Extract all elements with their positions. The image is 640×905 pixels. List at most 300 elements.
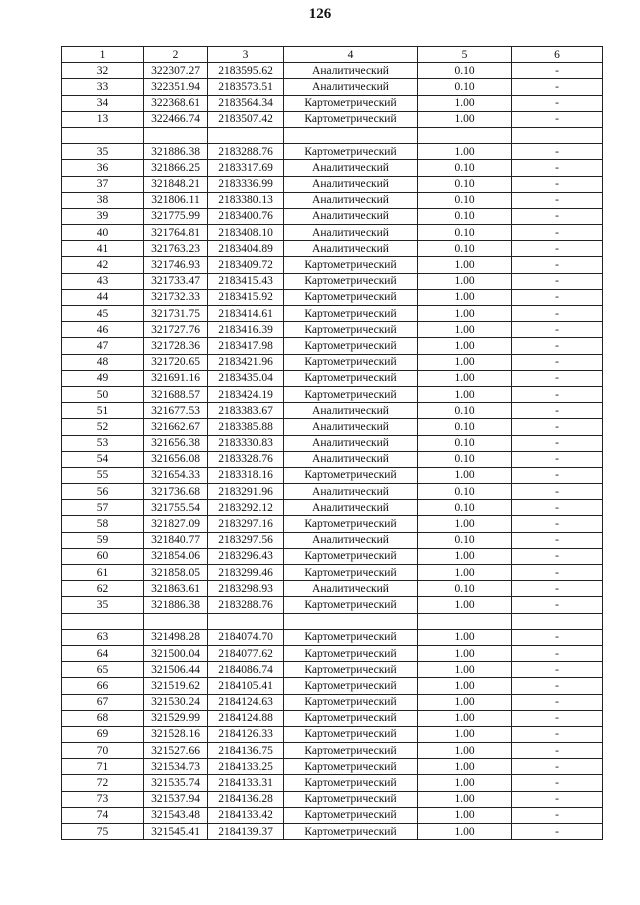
x-coordinate-cell: 321535.74	[144, 775, 208, 791]
point-number-cell: 41	[62, 241, 144, 257]
note-cell: -	[512, 824, 603, 840]
table-row	[62, 791, 603, 807]
accuracy-cell: 1.00	[418, 678, 512, 694]
note-cell: -	[512, 694, 603, 710]
table-row	[62, 613, 603, 629]
x-coordinate-cell: 321728.36	[144, 338, 208, 354]
note-cell: -	[512, 322, 603, 338]
table-row	[62, 516, 603, 532]
accuracy-cell: 1.00	[418, 306, 512, 322]
x-coordinate-cell: 321827.09	[144, 516, 208, 532]
method-cell: Картометрический	[284, 467, 418, 483]
note-cell: -	[512, 435, 603, 451]
method-cell: Аналитический	[284, 451, 418, 467]
method-cell: Картометрический	[284, 791, 418, 807]
method-cell: Картометрический	[284, 273, 418, 289]
method-cell: Картометрический	[284, 354, 418, 370]
header-cell: 4	[284, 47, 418, 63]
method-cell: Аналитический	[284, 192, 418, 208]
table-row	[62, 451, 603, 467]
table-row	[62, 144, 603, 160]
point-number-cell: 51	[62, 403, 144, 419]
table-row	[62, 225, 603, 241]
x-coordinate-cell: 321527.66	[144, 743, 208, 759]
method-cell: Картометрический	[284, 597, 418, 613]
x-coordinate-cell: 321534.73	[144, 759, 208, 775]
method-cell: Картометрический	[284, 95, 418, 111]
note-cell: -	[512, 289, 603, 305]
table-row	[62, 403, 603, 419]
point-number-cell: 75	[62, 824, 144, 840]
table-row	[62, 306, 603, 322]
table-row	[62, 581, 603, 597]
x-coordinate-cell: 321732.33	[144, 289, 208, 305]
y-coordinate-cell: 2184136.75	[208, 743, 284, 759]
point-number-cell: 42	[62, 257, 144, 273]
accuracy-cell: 1.00	[418, 257, 512, 273]
note-cell	[512, 127, 603, 143]
method-cell: Картометрический	[284, 548, 418, 564]
y-coordinate-cell: 2183297.16	[208, 516, 284, 532]
method-cell: Картометрический	[284, 565, 418, 581]
y-coordinate-cell: 2183288.76	[208, 597, 284, 613]
note-cell: -	[512, 386, 603, 402]
point-number-cell	[62, 127, 144, 143]
method-cell: Картометрический	[284, 257, 418, 273]
table-row	[62, 176, 603, 192]
y-coordinate-cell: 2184133.31	[208, 775, 284, 791]
method-cell: Картометрический	[284, 306, 418, 322]
method-cell: Аналитический	[284, 435, 418, 451]
accuracy-cell: 1.00	[418, 824, 512, 840]
y-coordinate-cell: 2183416.39	[208, 322, 284, 338]
x-coordinate-cell: 321519.62	[144, 678, 208, 694]
x-coordinate-cell: 321662.67	[144, 419, 208, 435]
method-cell: Картометрический	[284, 759, 418, 775]
method-cell: Аналитический	[284, 403, 418, 419]
point-number-cell: 74	[62, 807, 144, 823]
table-row	[62, 95, 603, 111]
accuracy-cell: 1.00	[418, 629, 512, 645]
y-coordinate-cell: 2183408.10	[208, 225, 284, 241]
y-coordinate-cell: 2183415.43	[208, 273, 284, 289]
method-cell: Картометрический	[284, 743, 418, 759]
point-number-cell: 50	[62, 386, 144, 402]
accuracy-cell: 0.10	[418, 79, 512, 95]
x-coordinate-cell: 322351.94	[144, 79, 208, 95]
accuracy-cell: 0.10	[418, 160, 512, 176]
y-coordinate-cell: 2183292.12	[208, 500, 284, 516]
accuracy-cell: 1.00	[418, 322, 512, 338]
table-row	[62, 289, 603, 305]
x-coordinate-cell	[144, 127, 208, 143]
header-cell: 6	[512, 47, 603, 63]
method-cell: Картометрический	[284, 322, 418, 338]
point-number-cell: 52	[62, 419, 144, 435]
x-coordinate-cell: 321755.54	[144, 500, 208, 516]
table-row	[62, 273, 603, 289]
y-coordinate-cell	[208, 127, 284, 143]
accuracy-cell: 0.10	[418, 500, 512, 516]
x-coordinate-cell: 321688.57	[144, 386, 208, 402]
accuracy-cell: 0.10	[418, 225, 512, 241]
x-coordinate-cell: 321498.28	[144, 629, 208, 645]
y-coordinate-cell: 2184086.74	[208, 662, 284, 678]
point-number-cell: 46	[62, 322, 144, 338]
x-coordinate-cell: 321763.23	[144, 241, 208, 257]
note-cell: -	[512, 775, 603, 791]
method-cell: Картометрический	[284, 516, 418, 532]
accuracy-cell: 0.10	[418, 532, 512, 548]
method-cell: Аналитический	[284, 176, 418, 192]
table-row	[62, 467, 603, 483]
accuracy-cell: 0.10	[418, 484, 512, 500]
point-number-cell: 64	[62, 645, 144, 661]
accuracy-cell: 1.00	[418, 354, 512, 370]
point-number-cell: 65	[62, 662, 144, 678]
y-coordinate-cell: 2183385.88	[208, 419, 284, 435]
point-number-cell: 55	[62, 467, 144, 483]
y-coordinate-cell: 2183296.43	[208, 548, 284, 564]
point-number-cell: 35	[62, 144, 144, 160]
note-cell	[512, 613, 603, 629]
method-cell: Картометрический	[284, 338, 418, 354]
y-coordinate-cell: 2183298.93	[208, 581, 284, 597]
note-cell: -	[512, 807, 603, 823]
accuracy-cell: 1.00	[418, 775, 512, 791]
method-cell: Картометрический	[284, 111, 418, 127]
y-coordinate-cell: 2183507.42	[208, 111, 284, 127]
note-cell: -	[512, 370, 603, 386]
note-cell: -	[512, 176, 603, 192]
x-coordinate-cell: 321733.47	[144, 273, 208, 289]
note-cell: -	[512, 273, 603, 289]
y-coordinate-cell: 2183421.96	[208, 354, 284, 370]
note-cell: -	[512, 95, 603, 111]
method-cell: Картометрический	[284, 710, 418, 726]
x-coordinate-cell: 321848.21	[144, 176, 208, 192]
table-row	[62, 370, 603, 386]
accuracy-cell: 1.00	[418, 548, 512, 564]
x-coordinate-cell: 321543.48	[144, 807, 208, 823]
x-coordinate-cell: 321677.53	[144, 403, 208, 419]
note-cell: -	[512, 645, 603, 661]
accuracy-cell: 1.00	[418, 807, 512, 823]
table-row	[62, 192, 603, 208]
page-number: 126	[308, 6, 332, 22]
point-number-cell: 40	[62, 225, 144, 241]
method-cell: Аналитический	[284, 79, 418, 95]
accuracy-cell: 1.00	[418, 662, 512, 678]
note-cell: -	[512, 451, 603, 467]
note-cell: -	[512, 241, 603, 257]
y-coordinate-cell: 2183291.96	[208, 484, 284, 500]
accuracy-cell: 0.10	[418, 451, 512, 467]
method-cell: Картометрический	[284, 629, 418, 645]
note-cell: -	[512, 759, 603, 775]
x-coordinate-cell: 321506.44	[144, 662, 208, 678]
method-cell: Аналитический	[284, 160, 418, 176]
accuracy-cell: 1.00	[418, 791, 512, 807]
note-cell: -	[512, 743, 603, 759]
point-number-cell: 13	[62, 111, 144, 127]
method-cell: Картометрический	[284, 370, 418, 386]
accuracy-cell: 1.00	[418, 95, 512, 111]
accuracy-cell: 1.00	[418, 710, 512, 726]
table-row	[62, 500, 603, 516]
table-row	[62, 565, 603, 581]
method-cell: Картометрический	[284, 645, 418, 661]
point-number-cell: 39	[62, 208, 144, 224]
y-coordinate-cell: 2183564.34	[208, 95, 284, 111]
table-row	[62, 484, 603, 500]
y-coordinate-cell: 2184139.37	[208, 824, 284, 840]
header-cell: 1	[62, 47, 144, 63]
method-cell: Картометрический	[284, 662, 418, 678]
x-coordinate-cell: 321775.99	[144, 208, 208, 224]
accuracy-cell	[418, 127, 512, 143]
accuracy-cell: 0.10	[418, 63, 512, 79]
point-number-cell: 71	[62, 759, 144, 775]
table-row	[62, 597, 603, 613]
point-number-cell: 60	[62, 548, 144, 564]
x-coordinate-cell: 321528.16	[144, 726, 208, 742]
method-cell: Аналитический	[284, 241, 418, 257]
x-coordinate-cell: 322368.61	[144, 95, 208, 111]
accuracy-cell	[418, 613, 512, 629]
note-cell: -	[512, 662, 603, 678]
point-number-cell: 33	[62, 79, 144, 95]
header-cell: 5	[418, 47, 512, 63]
y-coordinate-cell: 2183328.76	[208, 451, 284, 467]
x-coordinate-cell: 321858.05	[144, 565, 208, 581]
accuracy-cell: 0.10	[418, 241, 512, 257]
y-coordinate-cell: 2183595.62	[208, 63, 284, 79]
x-coordinate-cell: 321720.65	[144, 354, 208, 370]
x-coordinate-cell: 321727.76	[144, 322, 208, 338]
x-coordinate-cell: 321854.06	[144, 548, 208, 564]
note-cell: -	[512, 354, 603, 370]
table-row	[62, 710, 603, 726]
point-number-cell: 38	[62, 192, 144, 208]
point-number-cell: 73	[62, 791, 144, 807]
accuracy-cell: 1.00	[418, 467, 512, 483]
accuracy-cell: 1.00	[418, 565, 512, 581]
point-number-cell: 58	[62, 516, 144, 532]
table-row	[62, 726, 603, 742]
point-number-cell	[62, 613, 144, 629]
y-coordinate-cell: 2183409.72	[208, 257, 284, 273]
note-cell: -	[512, 208, 603, 224]
table-row	[62, 208, 603, 224]
note-cell: -	[512, 192, 603, 208]
accuracy-cell: 0.10	[418, 192, 512, 208]
note-cell: -	[512, 726, 603, 742]
x-coordinate-cell: 321866.25	[144, 160, 208, 176]
table-row	[62, 386, 603, 402]
method-cell: Аналитический	[284, 63, 418, 79]
accuracy-cell: 0.10	[418, 435, 512, 451]
accuracy-cell: 1.00	[418, 386, 512, 402]
x-coordinate-cell: 321500.04	[144, 645, 208, 661]
y-coordinate-cell: 2183288.76	[208, 144, 284, 160]
x-coordinate-cell: 321746.93	[144, 257, 208, 273]
note-cell: -	[512, 532, 603, 548]
method-cell: Аналитический	[284, 581, 418, 597]
point-number-cell: 34	[62, 95, 144, 111]
y-coordinate-cell: 2183299.46	[208, 565, 284, 581]
method-cell: Картометрический	[284, 678, 418, 694]
x-coordinate-cell: 321840.77	[144, 532, 208, 548]
table-row	[62, 694, 603, 710]
note-cell: -	[512, 225, 603, 241]
table-row	[62, 419, 603, 435]
table-row	[62, 743, 603, 759]
y-coordinate-cell	[208, 613, 284, 629]
table-row	[62, 160, 603, 176]
table-row	[62, 548, 603, 564]
point-number-cell: 48	[62, 354, 144, 370]
note-cell: -	[512, 629, 603, 645]
table-row	[62, 645, 603, 661]
y-coordinate-cell: 2183435.04	[208, 370, 284, 386]
point-number-cell: 72	[62, 775, 144, 791]
table-row	[62, 435, 603, 451]
table-row	[62, 63, 603, 79]
y-coordinate-cell: 2183424.19	[208, 386, 284, 402]
table-row	[62, 678, 603, 694]
point-number-cell: 32	[62, 63, 144, 79]
note-cell: -	[512, 581, 603, 597]
y-coordinate-cell: 2183573.51	[208, 79, 284, 95]
table-row	[62, 338, 603, 354]
point-number-cell: 35	[62, 597, 144, 613]
table-row	[62, 79, 603, 95]
accuracy-cell: 0.10	[418, 208, 512, 224]
x-coordinate-cell: 321764.81	[144, 225, 208, 241]
accuracy-cell: 0.10	[418, 176, 512, 192]
note-cell: -	[512, 160, 603, 176]
point-number-cell: 63	[62, 629, 144, 645]
coordinates-table	[61, 46, 603, 840]
x-coordinate-cell: 321736.68	[144, 484, 208, 500]
accuracy-cell: 1.00	[418, 111, 512, 127]
table-row	[62, 662, 603, 678]
y-coordinate-cell: 2184133.25	[208, 759, 284, 775]
x-coordinate-cell: 321529.99	[144, 710, 208, 726]
table-row	[62, 807, 603, 823]
x-coordinate-cell: 322466.74	[144, 111, 208, 127]
method-cell: Аналитический	[284, 225, 418, 241]
y-coordinate-cell: 2184124.88	[208, 710, 284, 726]
method-cell: Аналитический	[284, 532, 418, 548]
point-number-cell: 36	[62, 160, 144, 176]
point-number-cell: 69	[62, 726, 144, 742]
note-cell: -	[512, 565, 603, 581]
x-coordinate-cell: 321545.41	[144, 824, 208, 840]
note-cell: -	[512, 516, 603, 532]
method-cell: Аналитический	[284, 419, 418, 435]
x-coordinate-cell: 321691.16	[144, 370, 208, 386]
point-number-cell: 47	[62, 338, 144, 354]
accuracy-cell: 1.00	[418, 370, 512, 386]
x-coordinate-cell: 321863.61	[144, 581, 208, 597]
method-cell	[284, 613, 418, 629]
y-coordinate-cell: 2183380.13	[208, 192, 284, 208]
method-cell: Аналитический	[284, 484, 418, 500]
y-coordinate-cell: 2184105.41	[208, 678, 284, 694]
header-cell: 2	[144, 47, 208, 63]
point-number-cell: 45	[62, 306, 144, 322]
point-number-cell: 61	[62, 565, 144, 581]
method-cell: Картометрический	[284, 289, 418, 305]
table-header-row	[62, 47, 603, 63]
y-coordinate-cell: 2183404.89	[208, 241, 284, 257]
point-number-cell: 43	[62, 273, 144, 289]
y-coordinate-cell: 2183318.16	[208, 467, 284, 483]
y-coordinate-cell: 2183400.76	[208, 208, 284, 224]
accuracy-cell: 1.00	[418, 743, 512, 759]
method-cell: Картометрический	[284, 726, 418, 742]
point-number-cell: 70	[62, 743, 144, 759]
point-number-cell: 62	[62, 581, 144, 597]
table-row	[62, 824, 603, 840]
point-number-cell: 56	[62, 484, 144, 500]
accuracy-cell: 0.10	[418, 581, 512, 597]
accuracy-cell: 1.00	[418, 338, 512, 354]
note-cell: -	[512, 791, 603, 807]
y-coordinate-cell: 2184136.28	[208, 791, 284, 807]
accuracy-cell: 0.10	[418, 419, 512, 435]
table-body	[62, 63, 603, 840]
method-cell: Картометрический	[284, 386, 418, 402]
point-number-cell: 49	[62, 370, 144, 386]
accuracy-cell: 1.00	[418, 726, 512, 742]
table-row	[62, 241, 603, 257]
method-cell: Картометрический	[284, 775, 418, 791]
y-coordinate-cell: 2184126.33	[208, 726, 284, 742]
x-coordinate-cell: 321656.08	[144, 451, 208, 467]
accuracy-cell: 1.00	[418, 597, 512, 613]
y-coordinate-cell: 2183330.83	[208, 435, 284, 451]
note-cell: -	[512, 484, 603, 500]
note-cell: -	[512, 597, 603, 613]
table-row	[62, 775, 603, 791]
y-coordinate-cell: 2183415.92	[208, 289, 284, 305]
point-number-cell: 44	[62, 289, 144, 305]
method-cell: Картометрический	[284, 694, 418, 710]
note-cell: -	[512, 338, 603, 354]
point-number-cell: 57	[62, 500, 144, 516]
accuracy-cell: 1.00	[418, 144, 512, 160]
y-coordinate-cell: 2183317.69	[208, 160, 284, 176]
table-row	[62, 532, 603, 548]
x-coordinate-cell: 321656.38	[144, 435, 208, 451]
table-row	[62, 354, 603, 370]
point-number-cell: 37	[62, 176, 144, 192]
x-coordinate-cell: 321530.24	[144, 694, 208, 710]
point-number-cell: 67	[62, 694, 144, 710]
y-coordinate-cell: 2183336.99	[208, 176, 284, 192]
note-cell: -	[512, 79, 603, 95]
table-row	[62, 127, 603, 143]
note-cell: -	[512, 678, 603, 694]
x-coordinate-cell: 321537.94	[144, 791, 208, 807]
x-coordinate-cell: 321731.75	[144, 306, 208, 322]
note-cell: -	[512, 63, 603, 79]
note-cell: -	[512, 710, 603, 726]
table-row	[62, 629, 603, 645]
